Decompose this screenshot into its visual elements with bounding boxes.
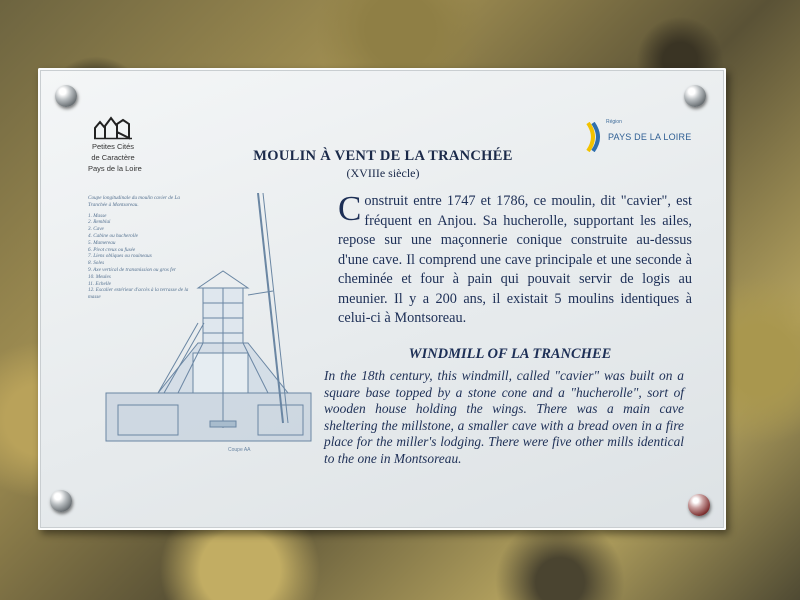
information-plaque: [38, 68, 726, 530]
pays-de-la-loire-logo: [586, 119, 692, 152]
legend-item: 4. Cabine ou hucherolle: [88, 232, 138, 239]
legend-item: 8. Soles: [88, 260, 105, 267]
top-right-bolt: [684, 85, 706, 107]
plaque-title: MOULIN À VENT DE LA TRANCHÉE: [253, 148, 513, 164]
logo-line-2: de Caractère: [91, 153, 135, 162]
logo-line-3: Pays de la Loire: [88, 164, 142, 173]
diagram-scale-label: Coupe AA: [228, 447, 251, 453]
region-name: PAYS DE LA LOIRE: [608, 132, 692, 142]
top-left-bolt: [55, 85, 77, 107]
english-paragraph: In the 18th century, this windmill, called "cavier" was built on a square base topped by a stone cone and a "hucherolle", sort of wooden house holding the wings. There was a main cave sheltering the millstone, a smaller cave with a bread oven in a fire place for the miller's lodging. There were five other mills identical to the one in Montsoreau.: [324, 368, 684, 466]
french-description: [338, 189, 692, 329]
english-title: WINDMILL OF LA TRANCHEE: [408, 346, 612, 362]
bottom-right-bolt: [688, 494, 710, 516]
windmill-cross-section-diagram: [98, 193, 328, 443]
legend-item: 11. Echelle: [88, 280, 111, 287]
legend-item: 1. Masse: [88, 212, 107, 219]
drop-cap-letter: C: [338, 189, 362, 228]
french-paragraph: onstruit entre 1747 et 1786, ce moulin, dit "cavier", est fréquent en Anjou. Sa hucherolle, supportant les ailes, repose sur une maçonnerie conique construite au-dessus d'une cave. Il comprend une cave principale et une seconde à cheminée et four à pain qui pouvait servir de logis au meunier. Il y a 200 ans, il existait 5 moulins identiques à celui-ci à Montsoreau.: [338, 193, 692, 326]
legend-item: 12. Escalier extérieur d'accès à la terrasse de la masse: [88, 287, 189, 301]
petites-cites-logo: [88, 114, 142, 173]
region-label: Région: [606, 119, 622, 125]
legend-item: 10. Meules: [88, 273, 111, 280]
logo-line-1: Petites Cités: [91, 142, 135, 151]
legend-item: 7. Liens obliques ou rouineaux: [88, 253, 152, 260]
town-skyline-icon: [93, 114, 133, 140]
region-swoosh-icon: [586, 122, 604, 152]
legend-item: 5. Mamereau: [88, 239, 116, 246]
legend-item: 2. Remblai: [88, 219, 111, 226]
legend-item: 3. Cave: [88, 226, 104, 233]
bottom-left-bolt: [50, 490, 72, 512]
legend-item: 9. Axe vertical de transmission ou gros fer: [88, 266, 176, 273]
legend-item: 6. Pivot creux ou fusée: [88, 246, 136, 253]
century-subtitle: (XVIIIe siècle): [346, 166, 420, 180]
legend-title: Coupe longitudinale du moulin cavier de La Tranchée à Montsoreau.: [88, 195, 180, 208]
